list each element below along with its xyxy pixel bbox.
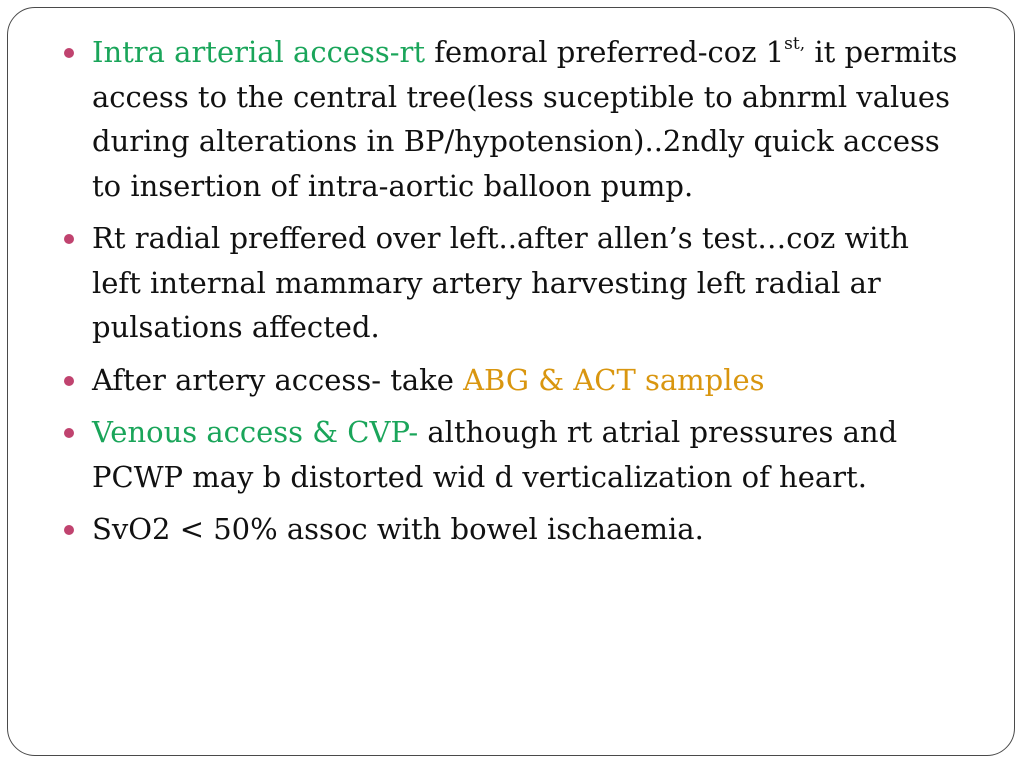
bullet-text: femoral preferred-coz 1 xyxy=(425,35,785,69)
bullet-after-artery-access xyxy=(62,358,962,403)
bullet-list xyxy=(62,30,962,560)
bullet-dot-icon xyxy=(64,234,74,244)
bullet-text: Rt radial preffered over left..after allen’s test…coz with left internal mammary artery harvesting left radial ar pulsations affected. xyxy=(92,221,909,344)
bullet-text: although rt atrial pressures and PCWP may b distorted wid d verticalization of heart. xyxy=(92,415,898,494)
bullet-svo2 xyxy=(62,507,962,552)
bullet-text: After artery access- take xyxy=(92,362,464,397)
bullet-intra-arterial-access xyxy=(62,30,962,208)
highlight-text: Intra arterial access-rt xyxy=(92,35,426,69)
bullet-dot-icon xyxy=(64,525,74,535)
bullet-dot-icon xyxy=(64,428,74,438)
bullet-venous-access xyxy=(62,410,962,499)
highlight-text: ABG & ACT samples xyxy=(463,362,765,397)
bullet-radial-artery xyxy=(62,216,962,350)
bullet-dot-icon xyxy=(64,376,74,386)
bullet-dot-icon xyxy=(64,48,74,58)
bullet-text: SvO2 < 50% assoc with bowel ischaemia. xyxy=(92,512,704,546)
bullet-text: it permits access to the central tree(less suceptible to abnrml values during alterations in BP/hypotension)..2ndly quick access to insertion of intra-aortic balloon pump. xyxy=(92,35,958,203)
superscript-text: st, xyxy=(784,34,806,54)
highlight-text: Venous access & CVP- xyxy=(92,415,419,449)
